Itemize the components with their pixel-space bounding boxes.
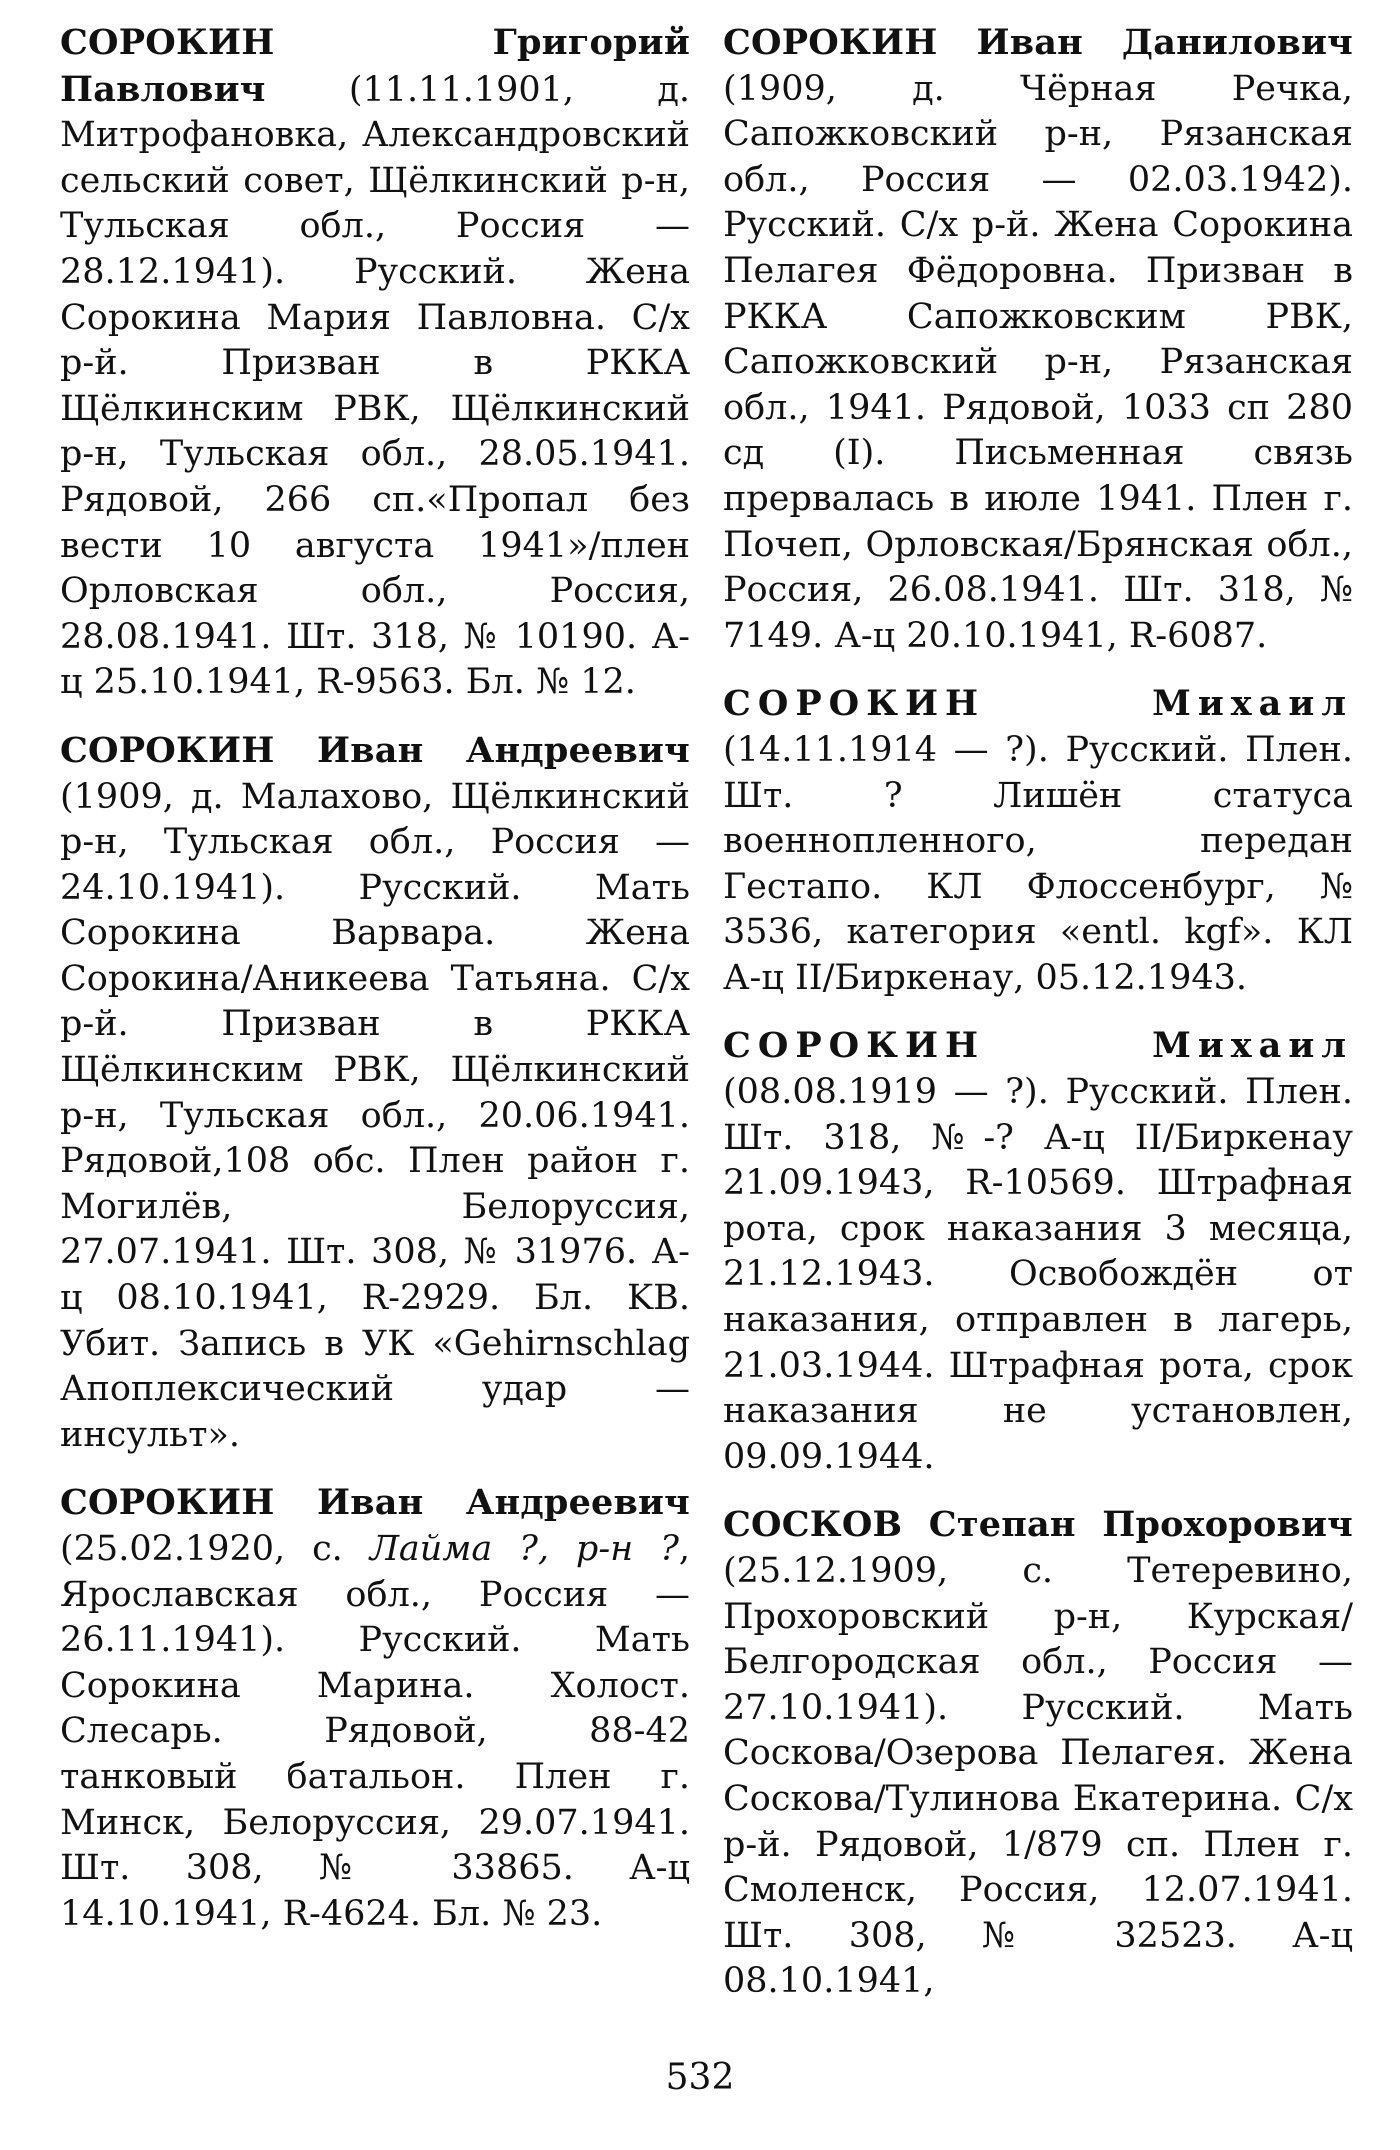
entry-name: СОРОКИН Михаил <box>723 683 1353 725</box>
entry-text: (11.11.1901, д. Митрофановка, Александровский сельский совет, Щёлкинский р-н, Тульская обл., Россия — 28.12.1941). Русский. Жена Сорокина Мария Павловна. С/х р-й. Призван в РККА Щёлкинским РВК, Щёлкинский р-н, Тульская обл., 28.05.1941. Рядовой, 266 сп.«Пропал без вести 10 августа 1941»/плен Орловская обл., Россия, 28.08.1941. Шт. 318, № 10190. А-ц 25.10.1941, R-9563. Бл. № 12. <box>60 69 690 703</box>
entry-name: СОРОКИН Григорий Павлович <box>60 22 690 110</box>
entry-name: СОРОКИН Михаил <box>723 1025 1353 1067</box>
entry-name: СОРОКИН Иван Андреевич <box>60 729 690 771</box>
entry-sorokin-grigory <box>60 20 690 706</box>
entry-text-before: (25.02.1920, с. <box>60 1529 370 1569</box>
entry-sorokin-mikhail-1919 <box>723 1023 1353 1480</box>
page-number: 532 <box>665 2057 735 2098</box>
entry-text: (1909, д. Чёрная Речка, Сапожковский р-н, Рязанская обл., Россия — 02.03.1942). Русский. С/х р-й. Жена Сорокина Пелагея Фёдоровна. Призван в РККА Сапожковским РВК, Сапожковский р-н, Рязанская обл., 1941. Рядовой, 1033 сп 280 сд (I). Письменная связь прервалась в июле 1941. Плен г. Почеп, Орловская/Брянская обл., Россия, 26.08.1941. Шт. 318, № 7149. А-ц 20.10.1941, R-6087. <box>723 68 1353 656</box>
left-column <box>60 20 690 1959</box>
entry-sorokin-ivan-andreevich-1909 <box>60 728 690 1459</box>
entry-text: , Ярославская обл., Россия — 26.11.1941). Русский. Мать Сорокина Марина. Холост. Слесарь. Рядовой, 88-42 танковый батальон. Плен г. Минск, Белоруссия, 29.07.1941. Шт. 308, № 33865. А-ц 14.10.1941, R-4624. Бл. № 23. <box>60 1529 691 1934</box>
entry-text: (25.12.1909, с. Тетеревино, Прохоровский р-н, Курская/Белгородская обл., Россия — 27.10.1941). Русский. Мать Соскова/Озерова Пелагея. Жена Соскова/Тулинова Екатерина. С/х р-й. Рядовой, 1/879 сп. Плен г. Смоленск, Россия, 12.07.1941. Шт. 308, № 32523. А-ц 08.10.1941, <box>723 1551 1353 2002</box>
entry-text: (08.08.1919 — ?). Русский. Плен. Шт. 318, №-? А-ц II/Биркенау 21.09.1943, R-10569. Штрафная рота, срок наказания 3 месяца, 21.12.1943. Освобождён от наказания, отправлен в лагерь, 21.03.1944. Штрафная рота, срок наказания не установлен, 09.09.1944. <box>723 1072 1353 1477</box>
entry-text-italic: Лайма ?, р-н ? <box>369 1529 679 1569</box>
entry-name: СОСКОВ Степан Прохорович <box>723 1504 1353 1546</box>
entry-sorokin-ivan-andreevich-1920 <box>60 1480 690 1937</box>
entry-soskov-stepan <box>723 1502 1353 2005</box>
entry-name: СОРОКИН Иван Андреевич <box>60 1482 690 1524</box>
entry-text: (14.11.1914 — ?). Русский. Плен. Шт. ? Лишён статуса военнопленного, передан Гестапо. КЛ Флоссенбург, № 3536, категория «entl. kgf». КЛ А-ц II/Биркенау, 05.12.1943. <box>723 729 1353 998</box>
entry-sorokin-ivan-danilovich <box>723 20 1353 659</box>
entry-name: СОРОКИН Иван Данилович <box>723 22 1353 63</box>
right-column <box>723 20 1353 2027</box>
entry-sorokin-mikhail-1914 <box>723 681 1353 1001</box>
entry-text: (1909, д. Малахово, Щёлкинский р-н, Тульская обл., Россия — 24.10.1941). Русский. Мать Сорокина Варвара. Жена Сорокина/Аникеева Татьяна. С/х р-й. Призван в РККА Щёлкинским РВК, Щёлкинский р-н, Тульская обл., 20.06.1941. Рядовой,108 обс. Плен район г. Могилёв, Белоруссия, 27.07.1941. Шт. 308, № 31976. А-ц 08.10.1941, R-2929. Бл. KB. Убит. Запись в УК «Gehirnschlag Апоплексический удар — инсульт». <box>60 776 690 1455</box>
